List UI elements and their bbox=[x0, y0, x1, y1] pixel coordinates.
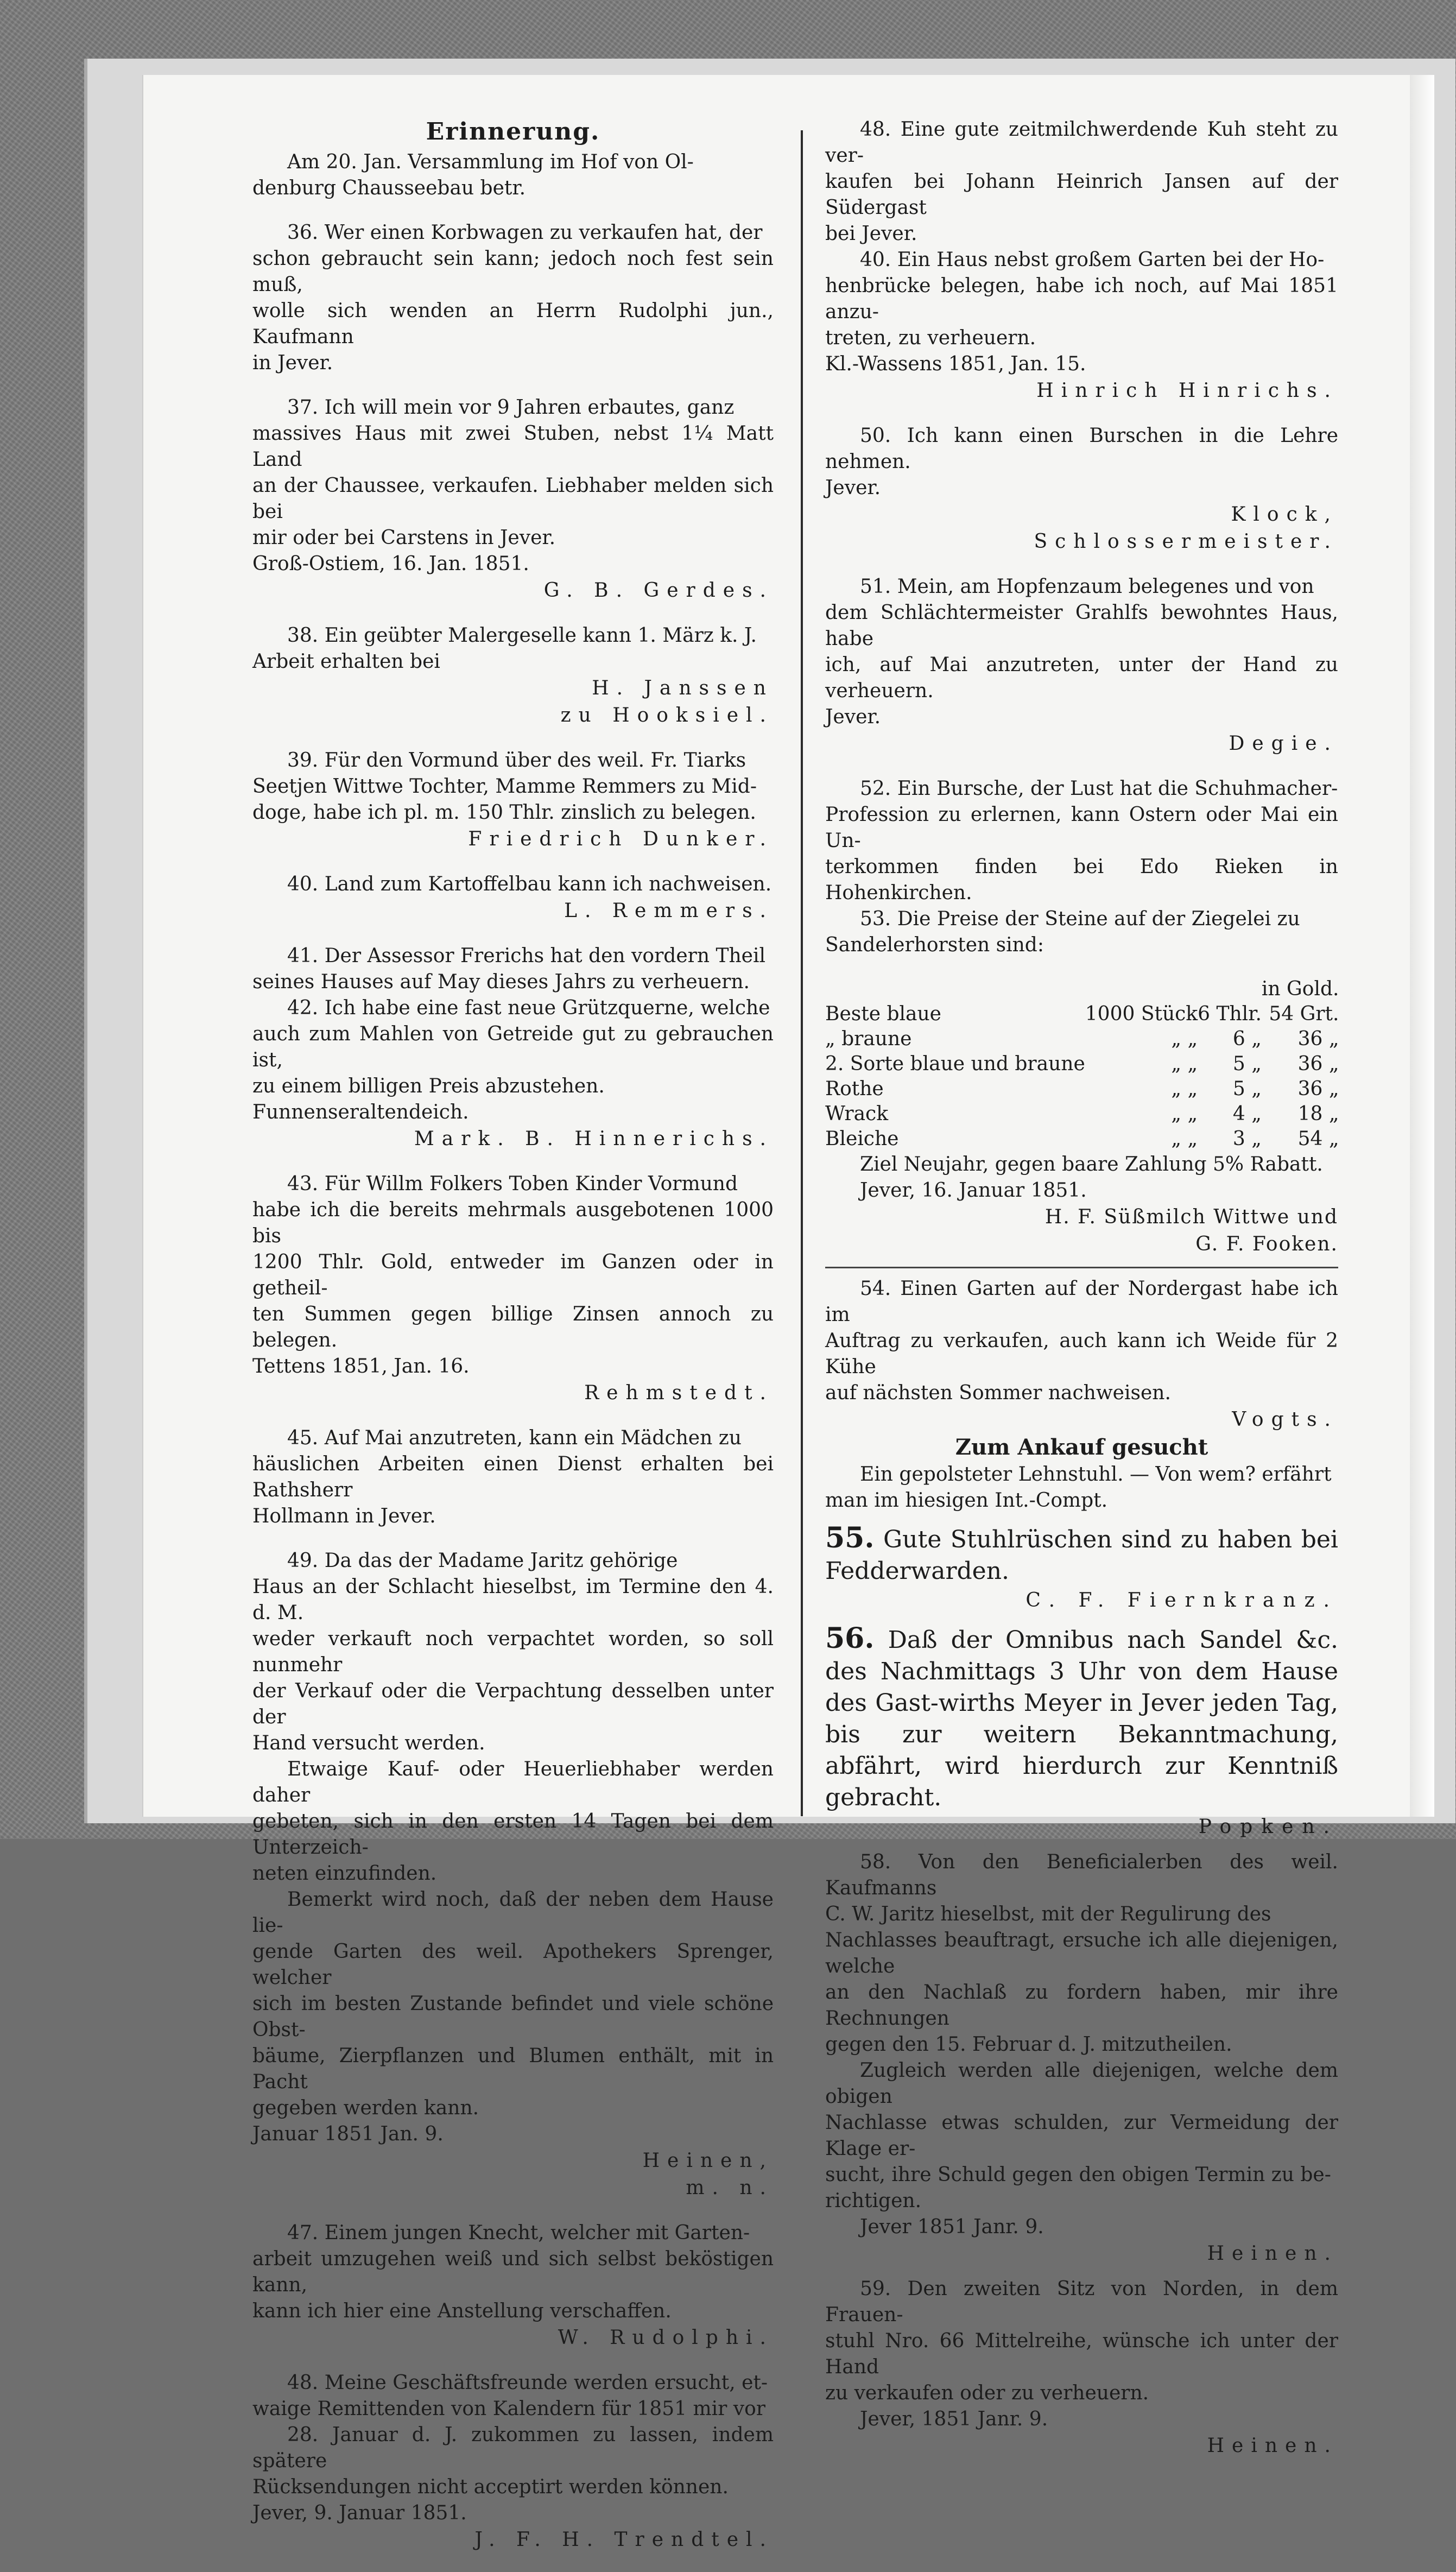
right-notices-lower bbox=[825, 1849, 1338, 2468]
notice-signature: Rehmstedt. bbox=[584, 1382, 774, 1404]
right-notices bbox=[825, 117, 1338, 977]
notice bbox=[825, 423, 1338, 555]
notice-line: häuslichen Arbeiten einen Dienst erhalten bei Rathsherr bbox=[252, 1453, 774, 1501]
notice-line: Nachlasses beauftragt, ersuche ich alle diejenigen, welche bbox=[825, 1929, 1338, 1977]
wanted-line: man im hiesigen Int.-Compt. bbox=[825, 1489, 1108, 1512]
notice-signature: W. Rudolphi. bbox=[558, 2327, 774, 2349]
notice-line: Groß-Ostiem, 16. Jan. 1851. bbox=[252, 553, 529, 575]
notice-line: Jever, 1851 Janr. 9. bbox=[860, 2408, 1048, 2430]
notice-signature: Friedrich Dunker. bbox=[468, 828, 774, 850]
price-cell: 54 „ bbox=[1297, 1128, 1339, 1150]
notice-line: 49. Da das der Madame Jaritz gehörige bbox=[287, 1550, 678, 1572]
notice-line: kaufen bei Johann Heinrich Jansen auf der Südergast bbox=[825, 170, 1338, 219]
notice-line: Funnenseraltendeich. bbox=[252, 1101, 469, 1123]
notice-signature: L. Remmers. bbox=[564, 900, 774, 922]
notice bbox=[825, 117, 1338, 405]
page-heading: Erinnerung. bbox=[426, 118, 600, 146]
price-cell: 5 „ bbox=[1232, 1053, 1262, 1075]
notice-line: 37. Ich will mein vor 9 Jahren erbautes, ganz bbox=[287, 396, 735, 419]
notice-58 bbox=[825, 1849, 1338, 2267]
notice-signature: Heinen. bbox=[1207, 2242, 1338, 2265]
notice-line: Jever. bbox=[825, 706, 881, 728]
notice-56 bbox=[825, 1623, 1338, 1841]
price-cell: 36 „ bbox=[1297, 1053, 1339, 1075]
price-signature-2: G. F. Fooken. bbox=[1195, 1233, 1338, 1255]
price-cell: 36 „ bbox=[1297, 1028, 1339, 1050]
notice-line: terkommen finden bei Edo Rieken in Hohenkirchen. bbox=[825, 856, 1338, 904]
price-cell: 5 „ bbox=[1232, 1078, 1262, 1100]
price-signature: H. F. Süßmilch Wittwe und bbox=[1044, 1206, 1338, 1228]
notice-signature: m. n. bbox=[686, 2177, 774, 2199]
notice-56-signature: Popken. bbox=[1198, 1816, 1338, 1838]
notice-line: seines Hauses auf May dieses Jahrs zu verheuern. bbox=[252, 971, 750, 993]
notice-line: neten einzufinden. bbox=[252, 1862, 437, 1885]
notice bbox=[252, 1425, 774, 1530]
notice-line: 39. Für den Vormund über des weil. Fr. Tiarks bbox=[287, 749, 746, 772]
notice-line: C. W. Jaritz hieselbst, mit der Regulirung des bbox=[825, 1903, 1271, 1925]
notice-56-text: Daß der Omnibus nach Sandel &c. des Nachmittags 3 Uhr von dem Hause des Gast-wirths Meyer in Jever jeden Tag, bis zur weitern Bekanntmachung, abfährt, wird hierdurch zur Kenntniß gebracht. bbox=[825, 1626, 1338, 1811]
notice-line: henbrücke belegen, habe ich noch, auf Mai 1851 anzu- bbox=[825, 275, 1338, 323]
price-cell: Bleiche bbox=[825, 1128, 899, 1150]
notice-line: Jever 1851 Janr. 9. bbox=[860, 2216, 1044, 2238]
price-currency-label: in Gold. bbox=[1261, 978, 1339, 1000]
price-table-header bbox=[825, 977, 1339, 1002]
notice-line: ten Summen gegen billige Zinsen annoch zu belegen. bbox=[252, 1303, 774, 1351]
notice-line: Hand versucht werden. bbox=[252, 1732, 485, 1754]
notice-line: Bemerkt wird noch, daß der neben dem Hause lie- bbox=[252, 1888, 774, 1937]
price-cell: „ „ bbox=[1171, 1103, 1198, 1125]
price-row bbox=[825, 1002, 1339, 1027]
notice-line: Kl.-Wassens 1851, Jan. 15. bbox=[825, 353, 1086, 375]
notice-line: auch zum Mahlen von Getreide gut zu gebrauchen ist, bbox=[252, 1023, 774, 1071]
price-row bbox=[825, 1052, 1339, 1077]
notice bbox=[252, 943, 774, 1153]
notice-54-line: 54. Einen Garten auf der Nordergast habe ich im bbox=[825, 1278, 1338, 1326]
notice-54 bbox=[825, 1276, 1338, 1433]
left-notices bbox=[252, 149, 774, 2572]
notice-line: habe ich die bereits mehrmals ausgebotenen 1000 bis bbox=[252, 1199, 774, 1247]
notice-line: an der Chaussee, verkaufen. Liebhaber melden sich bei bbox=[252, 475, 774, 523]
notice-line: bei Jever. bbox=[825, 223, 917, 245]
notice-line: Sandelerhorsten sind: bbox=[825, 934, 1044, 956]
notice bbox=[825, 574, 1338, 757]
notice-signature: zu Hooksiel. bbox=[560, 704, 774, 726]
notice-line: 28. Januar d. J. zukommen zu lassen, indem spätere bbox=[252, 2424, 774, 2472]
notice-line: schon gebraucht sein kann; jedoch noch fest sein muß, bbox=[252, 248, 774, 296]
price-cell: 3 „ bbox=[1232, 1128, 1262, 1150]
notice-signature: Heinen. bbox=[1207, 2435, 1338, 2457]
price-cell: 18 „ bbox=[1297, 1103, 1339, 1125]
price-row bbox=[825, 1127, 1339, 1152]
notice-line: Zugleich werden alle diejenigen, welche dem obigen bbox=[825, 2059, 1338, 2108]
price-cell: 6 „ bbox=[1232, 1028, 1262, 1050]
notice-line: weder verkauft noch verpachtet worden, so soll nunmehr bbox=[252, 1628, 774, 1676]
notice-signature: Schlossermeister. bbox=[1034, 530, 1338, 553]
notice-line: 45. Auf Mai anzutreten, kann ein Mädchen zu bbox=[287, 1427, 742, 1449]
notice bbox=[252, 1548, 774, 2202]
notice-line: Januar 1851 Jan. 9. bbox=[252, 2123, 444, 2145]
notice-line: Haus an der Schlacht hieselbst, im Termine den 4. d. M. bbox=[252, 1576, 774, 1624]
price-cell: „ „ bbox=[1171, 1078, 1198, 1100]
notice-line: 43. Für Willm Folkers Toben Kinder Vormund bbox=[287, 1173, 738, 1195]
notice-signature: Mark. B. Hinnerichs. bbox=[414, 1128, 774, 1150]
notice-line: 58. Von den Beneficialerben des weil. Kaufmanns bbox=[825, 1851, 1338, 1899]
price-cell: „ „ bbox=[1171, 1053, 1198, 1075]
notice bbox=[252, 1171, 774, 1407]
notice-line: richtigen. bbox=[825, 2190, 922, 2212]
price-terms-line: Ziel Neujahr, gegen baare Zahlung 5% Rabatt. bbox=[860, 1153, 1323, 1176]
notice-line: 42. Ich habe eine fast neue Grützquerne, welche bbox=[287, 997, 770, 1019]
notice-line: wolle sich wenden an Herrn Rudolphi jun., Kaufmann bbox=[252, 300, 774, 348]
price-cell: 4 „ bbox=[1232, 1103, 1262, 1125]
notice-56-number: 56. bbox=[825, 1622, 875, 1655]
notice-signature: Heinen, bbox=[642, 2150, 774, 2172]
notice-line: denburg Chausseebau betr. bbox=[252, 177, 526, 199]
wanted-heading: Zum Ankauf gesucht bbox=[955, 1434, 1208, 1460]
notice-signature: G. B. Gerdes. bbox=[543, 579, 774, 602]
notice bbox=[252, 149, 774, 201]
notice-line: kann ich hier eine Anstellung verschaffen. bbox=[252, 2300, 672, 2322]
price-cell: „ „ bbox=[1171, 1128, 1198, 1150]
notice-line: sich im besten Zustande befindet und viele schöne Obst- bbox=[252, 1993, 774, 2041]
notice-55 bbox=[825, 1522, 1338, 1614]
price-cell: 1000 Stück bbox=[1085, 1003, 1198, 1025]
notice bbox=[252, 2220, 774, 2352]
notice-line: bäume, Zierpflanzen und Blumen enthält, mit in Pacht bbox=[252, 2045, 774, 2093]
notice-line: der Verkauf oder die Verpachtung desselben unter der bbox=[252, 1680, 774, 1728]
notice-line: waige Remittenden von Kalendern für 1851 mir vor bbox=[252, 2398, 765, 2420]
notice-line: zu einem billigen Preis abzustehen. bbox=[252, 1075, 605, 1097]
price-row bbox=[825, 1077, 1339, 1102]
price-terms bbox=[825, 1152, 1338, 1258]
notice bbox=[252, 395, 774, 604]
notice-line: dem Schlächtermeister Grahlfs bewohntes Haus, habe bbox=[825, 602, 1338, 650]
notice-signature: Klock, bbox=[1231, 503, 1338, 526]
price-row bbox=[825, 1027, 1339, 1052]
notice-line: 52. Ein Bursche, der Lust hat die Schuhmacher- bbox=[860, 778, 1338, 800]
notice-signature: J. F. H. Trendtel. bbox=[474, 2529, 774, 2551]
price-cell: 2. Sorte blaue und braune bbox=[825, 1053, 1085, 1075]
notice-line: in Jever. bbox=[252, 352, 333, 374]
notice-line: 47. Einem jungen Knecht, welcher mit Garten- bbox=[287, 2222, 750, 2244]
notice-line: 51. Mein, am Hopfenzaum belegenes und von bbox=[860, 576, 1314, 598]
notice-line: treten, zu verheuern. bbox=[825, 327, 1036, 349]
column-divider bbox=[801, 130, 803, 1816]
notice bbox=[825, 776, 1338, 958]
notice-line: doge, habe ich pl. m. 150 Thlr. zinslich zu belegen. bbox=[252, 801, 756, 824]
notice-line: 40. Ein Haus nebst großem Garten bei der Ho- bbox=[860, 249, 1325, 271]
notice bbox=[252, 2370, 774, 2554]
notice-line: Am 20. Jan. Versammlung im Hof von Ol- bbox=[287, 151, 694, 173]
notice-line: Profession zu erlernen, kann Ostern oder Mai ein Un- bbox=[825, 804, 1338, 852]
notice-line: Tettens 1851, Jan. 16. bbox=[252, 1355, 470, 1377]
notice-line: 50. Ich kann einen Burschen in die Lehre nehmen. bbox=[825, 425, 1338, 473]
notice-line: arbeit umzugehen weiß und sich selbst beköstigen kann, bbox=[252, 2248, 774, 2296]
notice-line: Jever. bbox=[825, 477, 881, 499]
notice bbox=[252, 623, 774, 729]
notice-line: ich, auf Mai anzutreten, unter der Hand zu verheuern. bbox=[825, 654, 1338, 702]
price-cell: „ „ bbox=[1171, 1028, 1198, 1050]
notice-55-text: Gute Stuhlrüschen sind zu haben bei Fedderwarden. bbox=[825, 1526, 1338, 1585]
notice-line: gende Garten des weil. Apothekers Sprenger, welcher bbox=[252, 1941, 774, 1989]
wanted-notice bbox=[825, 1462, 1338, 1514]
notice-54-line: Auftrag zu verkaufen, auch kann ich Weide für 2 Kühe bbox=[825, 1330, 1338, 1378]
notice-line: Seetjen Wittwe Tochter, Mamme Remmers zu Mid- bbox=[252, 775, 757, 798]
notice-55-number: 55. bbox=[825, 1521, 875, 1554]
notice-line: sucht, ihre Schuld gegen den obigen Termin zu be- bbox=[825, 2164, 1331, 2186]
notice-line: gegen den 15. Februar d. J. mitzutheilen. bbox=[825, 2033, 1232, 2056]
price-cell: Rothe bbox=[825, 1078, 884, 1100]
notice-line: 36. Wer einen Korbwagen zu verkaufen hat, der bbox=[287, 222, 763, 244]
notice-line: stuhl Nro. 66 Mittelreihe, wünsche ich unter der Hand bbox=[825, 2330, 1338, 2378]
notice-line: 48. Eine gute zeitmilchwerdende Kuh steht zu ver- bbox=[825, 118, 1338, 167]
notice-line: Nachlasse etwas schulden, zur Vermeidung der Klage er- bbox=[825, 2112, 1338, 2160]
notice-signature: Degie. bbox=[1229, 732, 1338, 755]
price-date-line: Jever, 16. Januar 1851. bbox=[860, 1179, 1087, 1202]
notice-line: an den Nachlaß zu fordern haben, mir ihre Rechnungen bbox=[825, 1981, 1338, 2030]
notice-59 bbox=[825, 2276, 1338, 2460]
notice-signature: Hinrich Hinrichs. bbox=[1036, 380, 1338, 402]
price-cell: „ braune bbox=[825, 1028, 912, 1050]
page-edge bbox=[1410, 75, 1434, 1817]
notice-line: zu verkaufen oder zu verheuern. bbox=[825, 2382, 1149, 2404]
notice-line: Jever, 9. Januar 1851. bbox=[252, 2502, 467, 2524]
notice-line: Etwaige Kauf- oder Heuerliebhaber werden daher bbox=[252, 1758, 774, 1806]
notice bbox=[252, 220, 774, 376]
notice-line: 38. Ein geübter Malergeselle kann 1. März k. J. bbox=[287, 624, 757, 647]
price-cell: 6 Thlr. bbox=[1198, 1003, 1262, 1025]
notice-line: mir oder bei Carstens in Jever. bbox=[252, 527, 556, 549]
notice-line: massives Haus mit zwei Stuben, nebst 1¼ Matt Land bbox=[252, 422, 774, 471]
notice-line: gebeten, sich in den ersten 14 Tagen bei dem Unterzeich- bbox=[252, 1810, 774, 1859]
wanted-line: Ein gepolsteter Lehnstuhl. — Von wem? erfährt bbox=[860, 1463, 1332, 1486]
notice-55-signature: C. F. Fiernkranz. bbox=[1025, 1589, 1338, 1612]
notice bbox=[252, 748, 774, 853]
notice-line: gegeben werden kann. bbox=[252, 2097, 479, 2119]
notice-line: 53. Die Preise der Steine auf der Ziegelei zu bbox=[860, 908, 1300, 930]
notice-54-line: auf nächsten Sommer nachweisen. bbox=[825, 1382, 1171, 1404]
price-row bbox=[825, 1102, 1339, 1127]
price-cell: Wrack bbox=[825, 1103, 889, 1125]
left-column bbox=[252, 117, 774, 2572]
notice-54-signature: Vogts. bbox=[1232, 1408, 1338, 1431]
price-cell: Beste blaue bbox=[825, 1003, 941, 1025]
notice-signature: H. Janssen bbox=[592, 677, 774, 699]
right-column bbox=[825, 117, 1338, 2468]
brick-price-table bbox=[825, 977, 1339, 1152]
notice-line: 48. Meine Geschäftsfreunde werden ersucht, et- bbox=[287, 2372, 768, 2394]
price-cell: 54 Grt. bbox=[1269, 1003, 1339, 1025]
notice-line: 41. Der Assessor Frerichs hat den vordern Theil bbox=[287, 945, 765, 967]
notice-line: 40. Land zum Kartoffelbau kann ich nachweisen. bbox=[287, 873, 772, 895]
notice bbox=[252, 871, 774, 925]
notice-line: 1200 Thlr. Gold, entweder im Ganzen oder in getheil- bbox=[252, 1251, 774, 1299]
notice-line: 59. Den zweiten Sitz von Norden, in dem Frauen- bbox=[825, 2278, 1338, 2326]
section-rule bbox=[825, 1267, 1338, 1268]
notice-line: Hollmann in Jever. bbox=[252, 1505, 436, 1527]
notice-line: Rücksendungen nicht acceptirt werden können. bbox=[252, 2476, 729, 2498]
price-cell: 36 „ bbox=[1297, 1078, 1339, 1100]
notice-line: Arbeit erhalten bei bbox=[252, 650, 440, 673]
